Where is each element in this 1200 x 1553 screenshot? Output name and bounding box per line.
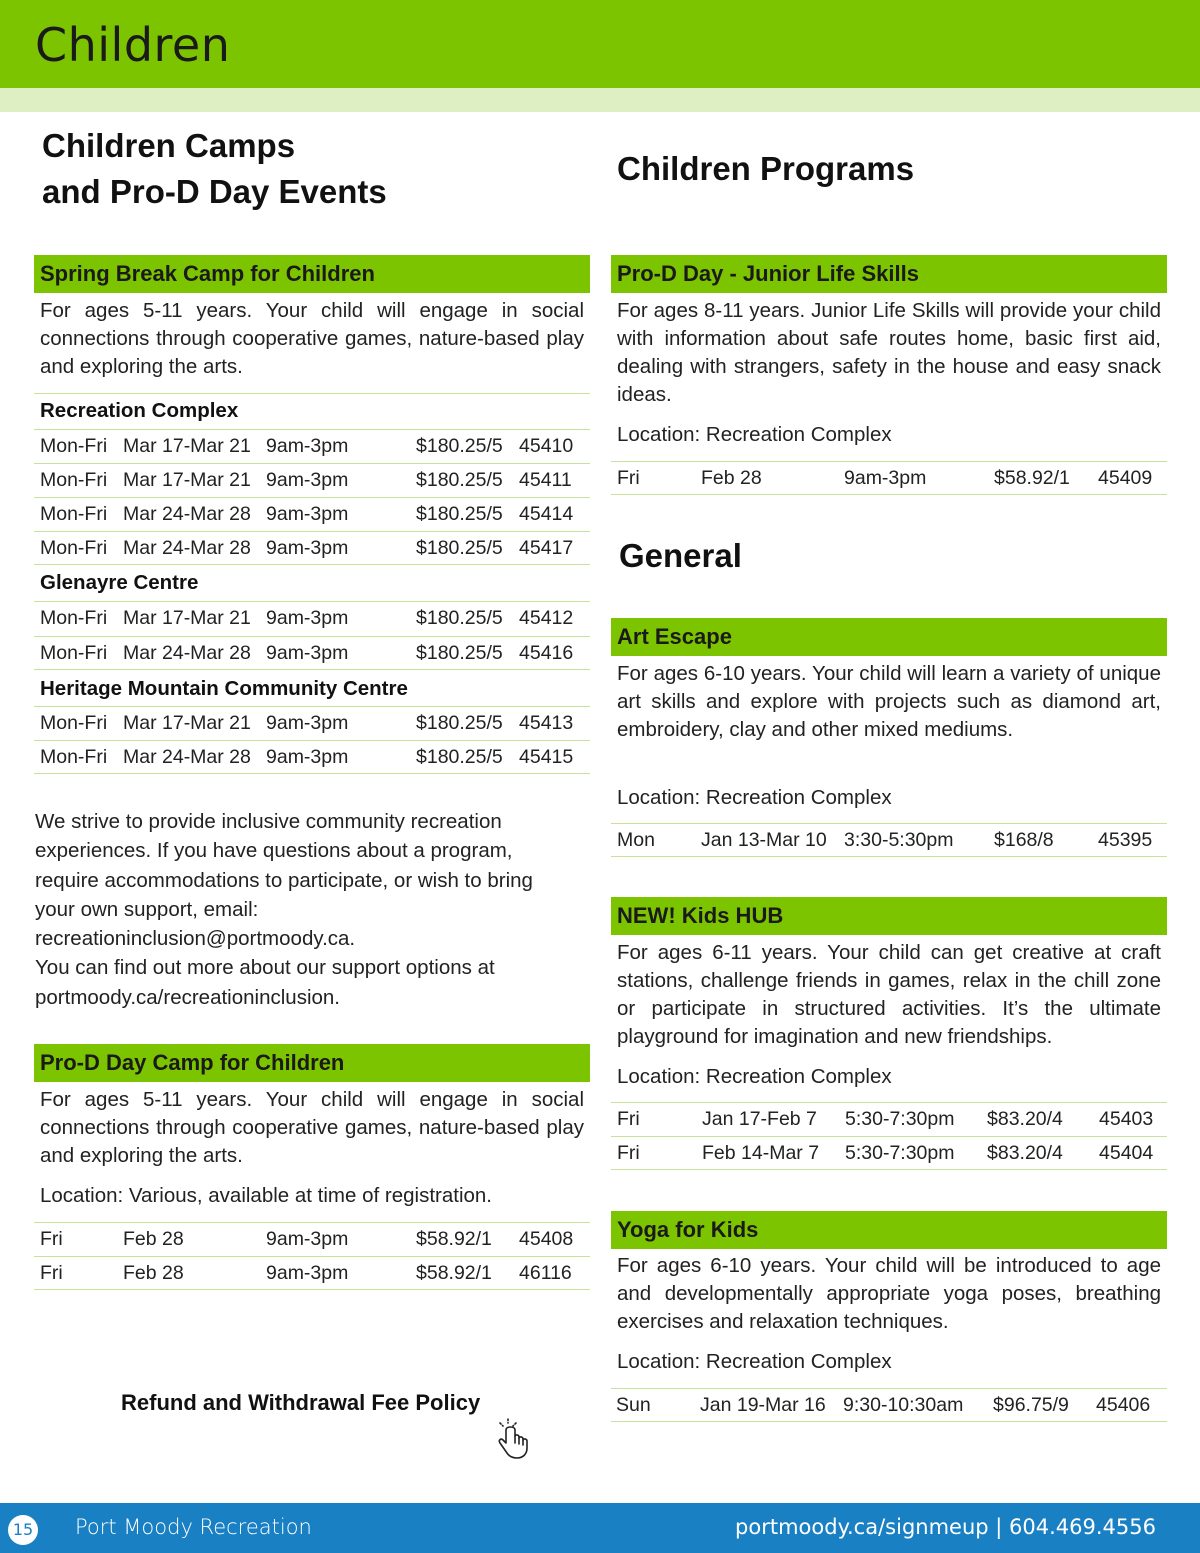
- table-row: [34, 463, 590, 497]
- table-cell: Jan 19-Mar 16: [700, 1394, 826, 1416]
- table-cell: Mon-Fri: [40, 642, 108, 664]
- camps-heading: Children Camps and Pro-D Day Events: [42, 127, 387, 210]
- table-cell: Mar 24-Mar 28: [123, 642, 251, 664]
- table-cell: Jan 13-Mar 10: [701, 829, 827, 851]
- location-heading: Glenayre Centre: [40, 571, 199, 594]
- footer: [0, 1503, 1200, 1553]
- table-cell: Mar 17-Mar 21: [123, 607, 251, 629]
- table-cell: 9am-3pm: [266, 435, 349, 457]
- table-cell: Fri: [40, 1228, 63, 1250]
- yoga-location: Location: Recreation Complex: [617, 1350, 892, 1373]
- table-cell: $180.25/5: [416, 537, 503, 559]
- table-cell: $180.25/5: [416, 607, 503, 629]
- table-cell: 45404: [1099, 1142, 1154, 1164]
- divider: [34, 393, 590, 394]
- table-cell: Fri: [40, 1262, 63, 1284]
- table-cell: 3:30-5:30pm: [844, 829, 954, 851]
- spring-camp-description: For ages 5-11 years. Your child will engage in social connections through cooperative games, nature-based play and exploring the arts.: [40, 299, 584, 378]
- table-cell: Mon-Fri: [40, 746, 108, 768]
- table-cell: $58.92/1: [416, 1262, 492, 1284]
- table-cell: Mar 24-Mar 28: [123, 537, 251, 559]
- page-title: Children: [35, 18, 231, 72]
- location-heading: Heritage Mountain Community Centre: [40, 677, 408, 700]
- table-cell: $168/8: [994, 829, 1054, 851]
- table-cell: $180.25/5: [416, 503, 503, 525]
- table-cell: 9am-3pm: [266, 607, 349, 629]
- art-escape-description: For ages 6-10 years. Your child will learn a variety of unique art skills and explore with projects such as diamond art, embroidery, clay and other mixed mediums.: [617, 662, 1161, 741]
- table-row: [611, 1388, 1167, 1422]
- table-cell: $180.25/5: [416, 642, 503, 664]
- table-cell: Feb 28: [701, 467, 762, 489]
- table-cell: 9:30-10:30am: [843, 1394, 964, 1416]
- table-cell: 45403: [1099, 1108, 1154, 1130]
- pointing-hand-icon[interactable]: [496, 1417, 532, 1461]
- table-row: [34, 706, 590, 740]
- table-cell: Mar 17-Mar 21: [123, 469, 251, 491]
- table-row: [611, 1102, 1167, 1136]
- location-heading: Recreation Complex: [40, 399, 239, 422]
- art-escape-location: Location: Recreation Complex: [617, 786, 892, 809]
- table-cell: Mar 17-Mar 21: [123, 435, 251, 457]
- table-cell: 45411: [519, 469, 572, 491]
- table-cell: Fri: [617, 1108, 640, 1130]
- footer-contact[interactable]: portmoody.ca/signmeup | 604.469.4556: [735, 1515, 1156, 1539]
- table-cell: 45414: [519, 503, 574, 525]
- table-cell: Mon-Fri: [40, 607, 108, 629]
- table-row: [34, 1256, 590, 1290]
- table-cell: Mar 24-Mar 28: [123, 746, 251, 768]
- table-cell: 5:30-7:30pm: [845, 1108, 955, 1130]
- table-cell: 9am-3pm: [266, 642, 349, 664]
- table-cell: 45409: [1098, 467, 1153, 489]
- table-cell: $83.20/4: [987, 1108, 1063, 1130]
- footer-brand: Port Moody Recreation: [75, 1515, 312, 1539]
- table-cell: 45408: [519, 1228, 574, 1250]
- table-row: [34, 497, 590, 531]
- art-escape-title: Art Escape: [611, 618, 1167, 656]
- yoga-title: Yoga for Kids: [611, 1211, 1167, 1249]
- table-cell: 5:30-7:30pm: [845, 1142, 955, 1164]
- header-band-accent: [0, 88, 1200, 112]
- table-cell: Mon-Fri: [40, 435, 108, 457]
- table-cell: 9am-3pm: [266, 1228, 349, 1250]
- kids-hub-title: NEW! Kids HUB: [611, 897, 1167, 935]
- table-cell: 9am-3pm: [844, 467, 927, 489]
- table-cell: 45395: [1098, 829, 1153, 851]
- table-cell: $180.25/5: [416, 746, 503, 768]
- table-cell: Fri: [617, 467, 640, 489]
- table-cell: $180.25/5: [416, 469, 503, 491]
- page-number: 15: [8, 1515, 38, 1545]
- table-cell: Mon-Fri: [40, 712, 108, 734]
- table-cell: Mon: [617, 829, 655, 851]
- table-cell: 45413: [519, 712, 574, 734]
- table-cell: 9am-3pm: [266, 503, 349, 525]
- table-cell: Feb 14-Mar 7: [702, 1142, 820, 1164]
- table-cell: 45416: [519, 642, 574, 664]
- inclusion-website-link[interactable]: portmoody.ca/recreationinclusion.: [35, 985, 340, 1009]
- table-row: [611, 461, 1167, 495]
- table-cell: Sun: [616, 1394, 651, 1416]
- table-cell: $180.25/5: [416, 435, 503, 457]
- table-cell: 45412: [519, 607, 574, 629]
- junior-skills-location: Location: Recreation Complex: [617, 423, 892, 446]
- kids-hub-description: For ages 6-11 years. Your child can get creative at craft stations, challenge friends in games, relax in the chill zone or participate in structured activities. It’s the ultimate playground for imagination and new friendships.: [617, 941, 1161, 1048]
- table-row: [34, 636, 590, 670]
- table-row: [34, 601, 590, 635]
- junior-skills-title: Pro-D Day - Junior Life Skills: [611, 255, 1167, 293]
- general-heading: General: [619, 537, 742, 574]
- kids-hub-location: Location: Recreation Complex: [617, 1065, 892, 1088]
- table-cell: 45410: [519, 435, 574, 457]
- table-cell: 9am-3pm: [266, 712, 349, 734]
- table-cell: Mon-Fri: [40, 503, 108, 525]
- table-cell: 9am-3pm: [266, 1262, 349, 1284]
- table-cell: $58.92/1: [994, 467, 1070, 489]
- table-cell: Mar 17-Mar 21: [123, 712, 251, 734]
- table-row: [611, 1136, 1167, 1170]
- table-cell: 9am-3pm: [266, 537, 349, 559]
- programs-heading: Children Programs: [617, 150, 915, 187]
- table-cell: $180.25/5: [416, 712, 503, 734]
- spring-camp-title: Spring Break Camp for Children: [34, 255, 590, 293]
- table-cell: 9am-3pm: [266, 746, 349, 768]
- prod-camp-title: Pro-D Day Camp for Children: [34, 1044, 590, 1082]
- table-cell: Mar 24-Mar 28: [123, 503, 251, 525]
- table-row: [34, 531, 590, 565]
- table-cell: 9am-3pm: [266, 469, 349, 491]
- table-cell: Mon-Fri: [40, 537, 108, 559]
- table-row: [34, 1222, 590, 1256]
- table-cell: 45406: [1096, 1394, 1151, 1416]
- table-cell: 45415: [519, 746, 574, 768]
- prod-camp-location: Location: Various, available at time of registration.: [40, 1184, 493, 1207]
- table-cell: Feb 28: [123, 1262, 184, 1284]
- table-cell: Feb 28: [123, 1228, 184, 1250]
- inclusion-paragraph: We strive to provide inclusive community recreation experiences. If you have questions about a program, require accommodations to participate, or wish to bring your own support, email: recreationinclusion@portmoody.ca. You can find out more about our support options at portmoody.ca/recreationinclusion.: [35, 807, 595, 1012]
- refund-policy-link[interactable]: Refund and Withdrawal Fee Policy: [121, 1390, 481, 1415]
- junior-skills-description: For ages 8-11 years. Junior Life Skills will provide your child with information about safe routes home, basic first aid, dealing with strangers, safety in the house and easy snack ideas.: [617, 299, 1161, 406]
- prod-camp-description: For ages 5-11 years. Your child will engage in social connections through cooperative games, nature-based play and exploring the arts.: [40, 1088, 584, 1167]
- table-cell: $96.75/9: [993, 1394, 1069, 1416]
- table-cell: 45417: [519, 537, 574, 559]
- table-cell: 46116: [519, 1262, 572, 1284]
- table-row: [34, 740, 590, 774]
- table-cell: Fri: [617, 1142, 640, 1164]
- table-cell: Jan 17-Feb 7: [702, 1108, 817, 1130]
- table-cell: Mon-Fri: [40, 469, 108, 491]
- table-cell: $83.20/4: [987, 1142, 1063, 1164]
- table-row: [611, 823, 1167, 857]
- yoga-description: For ages 6-10 years. Your child will be introduced to age and developmentally appropriate yoga poses, breathing exercises and relaxation techniques.: [617, 1254, 1161, 1333]
- table-row: [34, 429, 590, 463]
- inclusion-email-link[interactable]: recreationinclusion@portmoody.ca.: [35, 927, 356, 951]
- table-cell: $58.92/1: [416, 1228, 492, 1250]
